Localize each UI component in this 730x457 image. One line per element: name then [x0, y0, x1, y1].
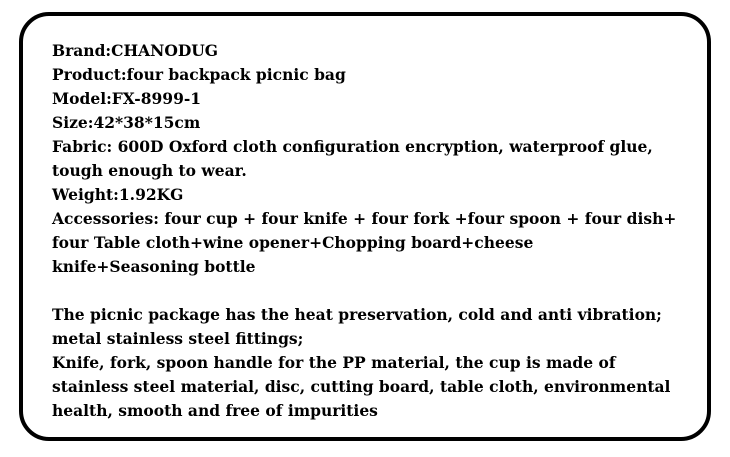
brand-line: Brand:CHANODUG: [52, 41, 219, 60]
product-line: Product:four backpack picnic bag: [52, 65, 346, 84]
rounded-border-frame: [19, 12, 711, 441]
fabric-line-1: Fabric: 600D Oxford cloth configuration encryption, waterproof glue,: [52, 137, 653, 156]
spec-text-block: [52, 39, 702, 423]
description-line-3: Knife, fork, spoon handle for the PP material, the cup is made of: [52, 353, 616, 372]
description-line-2: metal stainless steel fittings;: [52, 329, 304, 348]
paragraph-gap: [52, 279, 702, 303]
description-line-5: health, smooth and free of impurities: [52, 401, 378, 420]
fabric-line-2: tough enough to wear.: [52, 161, 247, 180]
accessories-line-1: Accessories: four cup + four knife + four fork +four spoon + four dish+: [52, 209, 677, 228]
model-line: Model:FX-8999-1: [52, 89, 202, 108]
description-line-4: stainless steel material, disc, cutting board, table cloth, environmental: [52, 377, 671, 396]
description-line-1: The picnic package has the heat preservation, cold and anti vibration;: [52, 305, 662, 324]
accessories-line-2: four Table cloth+wine opener+Chopping board+cheese: [52, 233, 534, 252]
weight-line: Weight:1.92KG: [52, 185, 184, 204]
accessories-line-3: knife+Seasoning bottle: [52, 257, 256, 276]
size-line: Size:42*38*15cm: [52, 113, 201, 132]
